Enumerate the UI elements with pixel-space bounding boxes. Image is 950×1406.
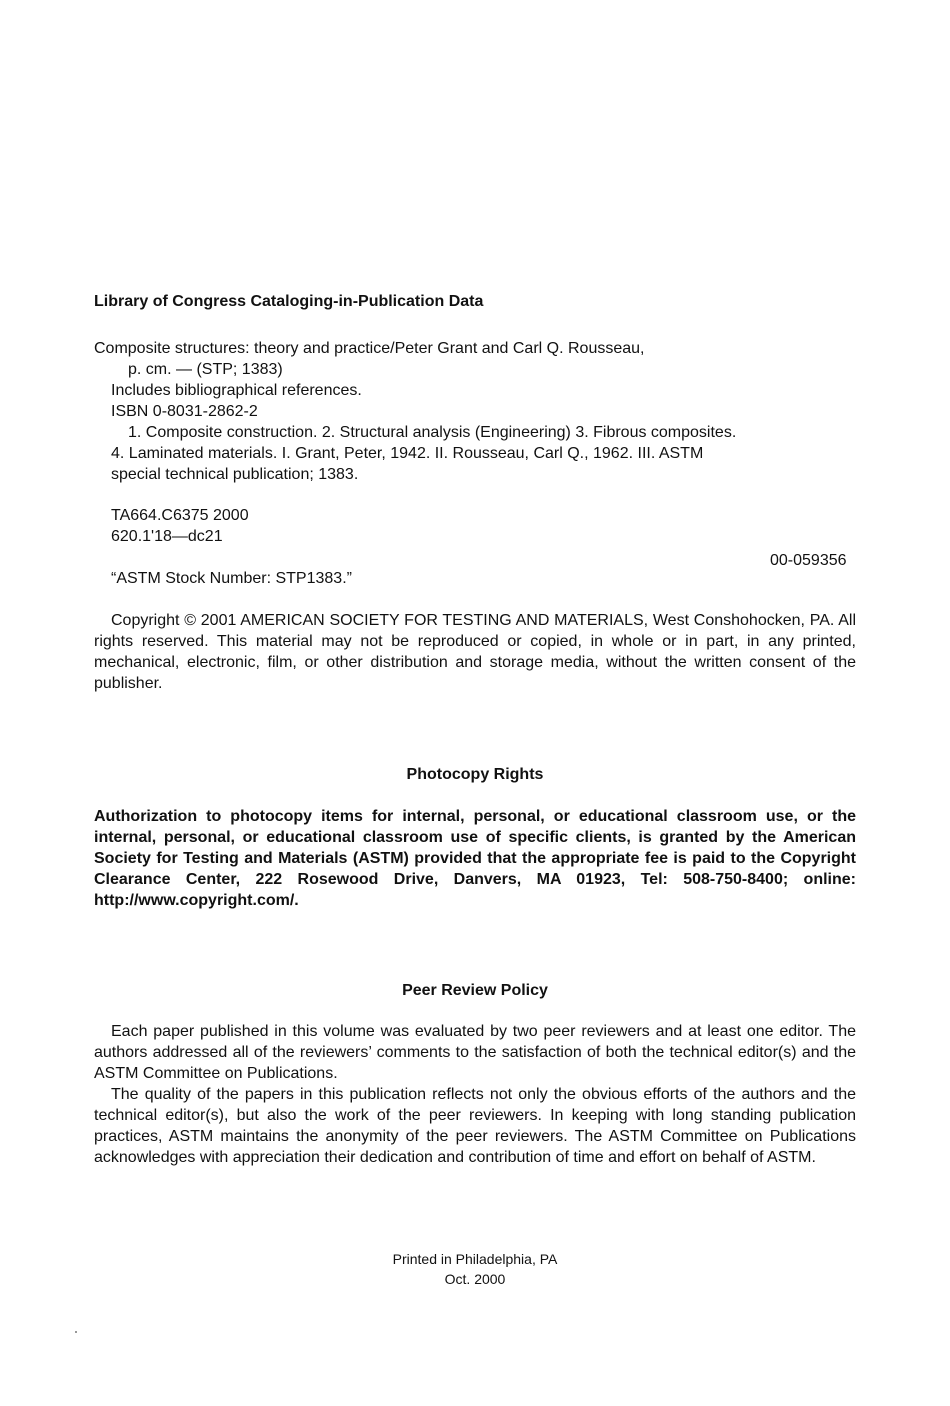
lccn: 00-059356 [770,552,847,569]
cip-subjects-line: 4. Laminated materials. I. Grant, Peter, 1942. II. Rousseau, Carl Q., 1962. III. ASTM [111,445,704,462]
copyright-text: Copyright © 2001 AMERICAN SOCIETY FOR TESTING AND MATERIALS, West Conshohocken, PA. All rights reserved. This material may not be reproduced or copied, in whole or in part, in any printed, mechanical, electronic, film, or other distribution and storage media, without the written consent of the publisher. [94,612,856,692]
cip-notes-line: Includes bibliographical references. [111,382,362,399]
cip-record [94,338,736,485]
lc-call-number: TA664.C6375 2000 [111,507,249,524]
dewey-number: 620.1'18—dc21 [111,528,223,545]
peer-review-paragraph: Each paper published in this volume was evaluated by two peer reviewers and at least one editor. The authors addressed all of the reviewers’ comments to the satisfaction of both the technical editor(s) and the ASTM Committee on Publications. [94,1023,856,1082]
stock-number: “ASTM Stock Number: STP1383.” [111,570,352,587]
peer-review-paragraph: The quality of the papers in this publication reflects not only the obvious efforts of the authors and the technical editor(s), but also the work of the peer reviewers. In keeping with long standing publication practices, ASTM maintains the anonymity of the peer reviewers. The ASTM Committee on Publications acknowledges with appreciation their dedication and contribution of time and effort on behalf of ASTM. [94,1086,856,1166]
photocopy-text: Authorization to photocopy items for internal, personal, or educational classroom use, or the internal, personal, or educational classroom use of specific clients, is granted by the American Society for Testing and Materials (ASTM) provided that the appropriate fee is paid to the Copyright Clearance Center, 222 Rosewood Drive, Danvers, MA 01923, Tel: 508-750-8400; online: http://www.copyright.com/. [94,808,856,909]
copyright-notice [94,610,856,694]
photocopy-heading: Photocopy Rights [406,766,544,783]
cip-heading: Library of Congress Cataloging-in-Publication Data [94,293,484,310]
printed-date: Oct. 2000 [444,1271,506,1287]
cip-series-line: special technical publication; 1383. [111,466,359,483]
cip-collation-line: p. cm. — (STP; 1383) [128,361,283,378]
call-numbers [111,505,249,547]
scan-speck [75,1331,77,1333]
peer-review-heading: Peer Review Policy [402,982,548,999]
cip-title-line: Composite structures: theory and practice/Peter Grant and Carl Q. Rousseau, [94,340,645,357]
imprint [94,1249,856,1289]
cip-subjects-line: 1. Composite construction. 2. Structural analysis (Engineering) 3. Fibrous composites. [128,424,737,441]
peer-review-text [94,1021,856,1168]
printed-place: Printed in Philadelphia, PA [392,1251,558,1267]
cip-isbn-line: ISBN 0-8031-2862-2 [111,403,258,420]
